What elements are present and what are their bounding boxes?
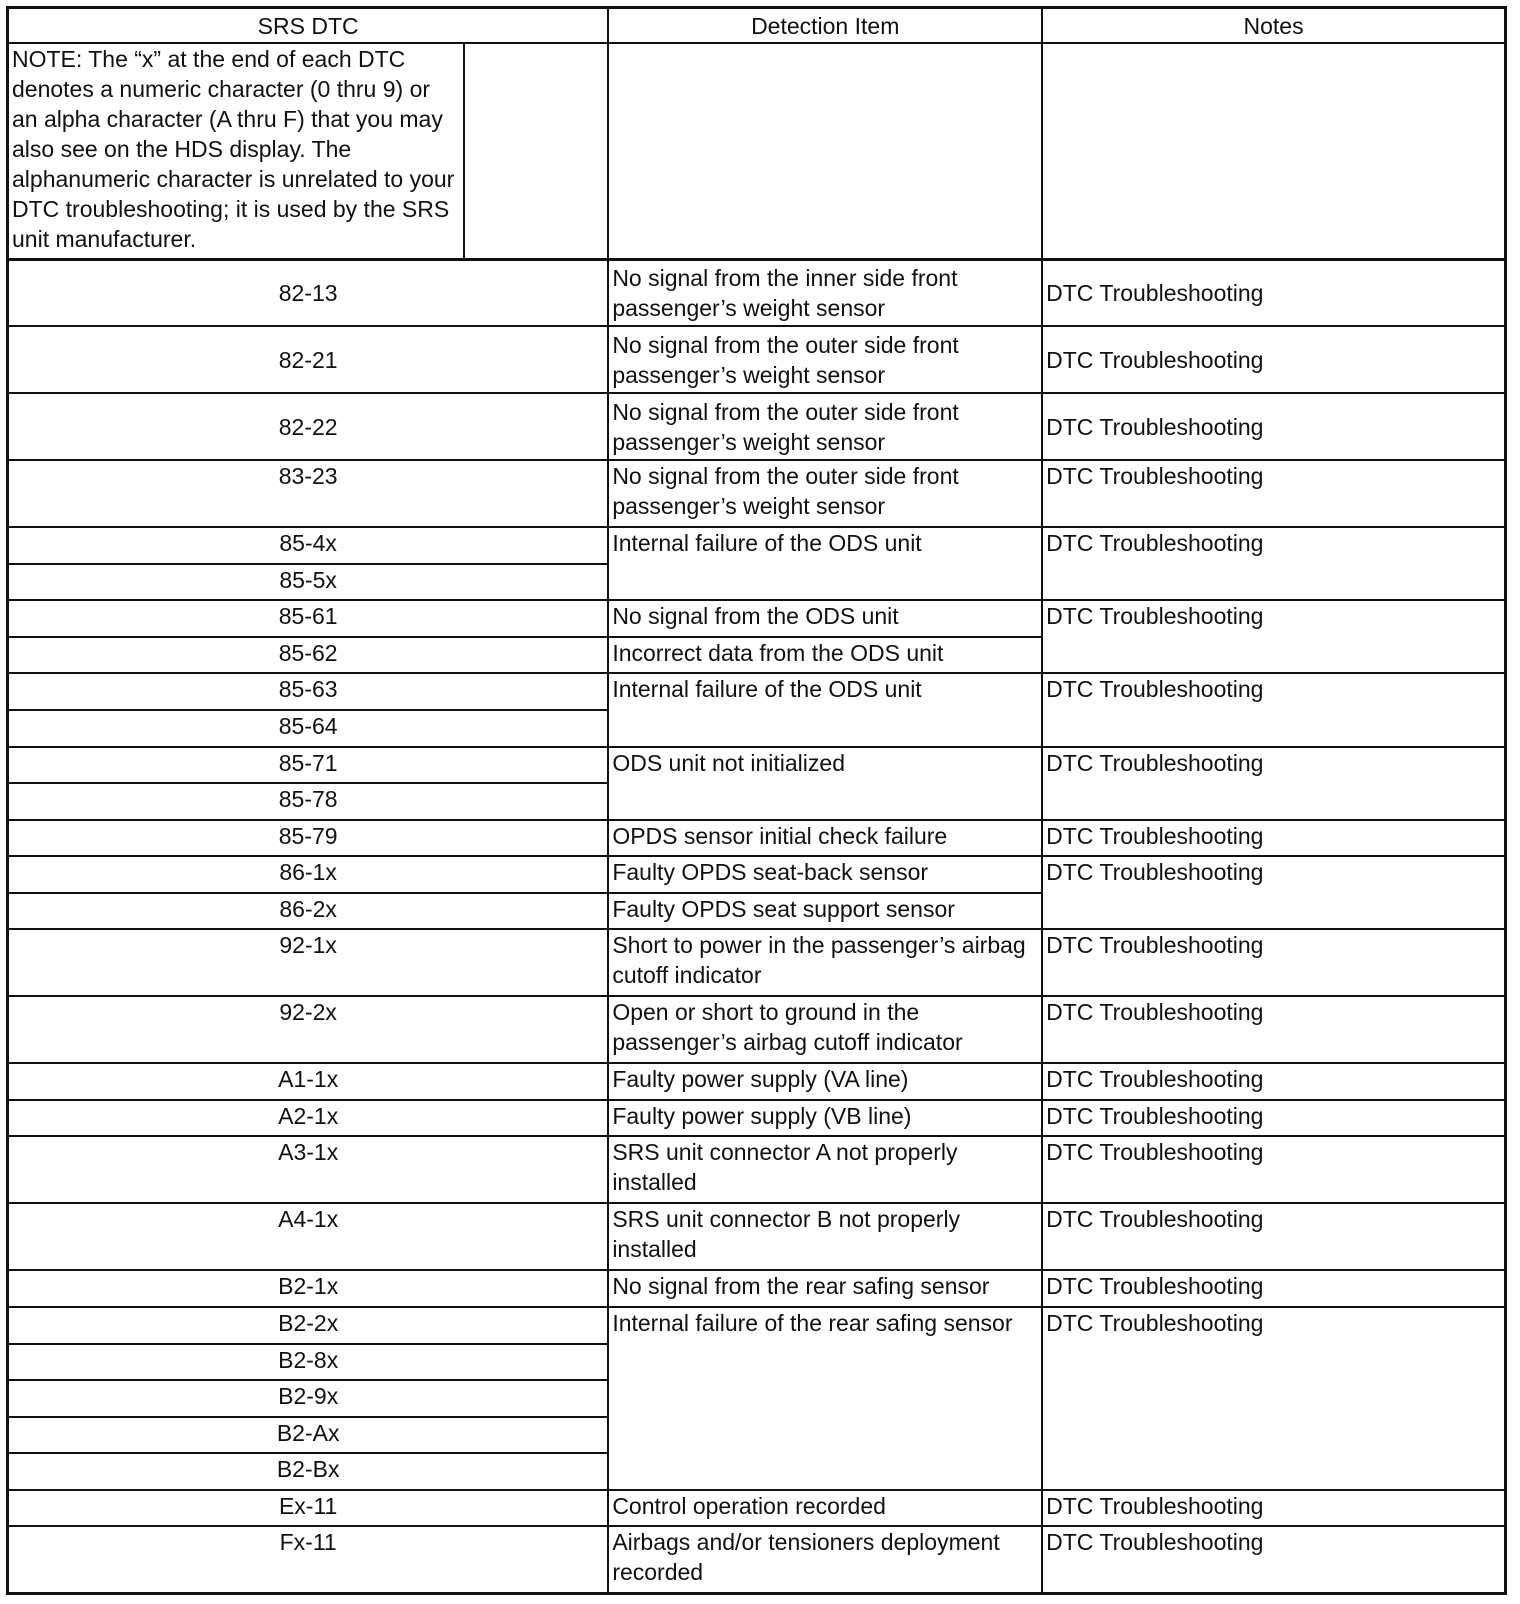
dtc-code: 85-5x (8, 564, 609, 601)
detection-item: Incorrect data from the ODS unit (608, 637, 1042, 674)
table-row (8, 747, 1506, 784)
detection-item: Faulty OPDS seat-back sensor (608, 856, 1042, 893)
dtc-code: Ex-11 (8, 1490, 609, 1527)
dtc-code: B2-2x (8, 1307, 609, 1344)
detection-item: No signal from the outer side front passenger’s weight sensor (608, 393, 1042, 460)
dtc-code: 92-2x (8, 996, 609, 1063)
dtc-code: B2-1x (8, 1270, 609, 1307)
note-row (8, 43, 1506, 259)
empty-cell (608, 43, 1042, 259)
dtc-code: A2-1x (8, 1100, 609, 1137)
notes-link[interactable]: DTC Troubleshooting (1042, 393, 1505, 460)
detection-item: Open or short to ground in the passenger’s airbag cutoff indicator (608, 996, 1042, 1063)
detection-item: No signal from the outer side front passenger’s weight sensor (608, 326, 1042, 393)
detection-item: Internal failure of the rear safing sensor (608, 1307, 1042, 1490)
table-row (8, 460, 1506, 527)
table-row (8, 1270, 1506, 1307)
header-srs-dtc: SRS DTC (8, 8, 609, 44)
notes-link[interactable]: DTC Troubleshooting (1042, 259, 1505, 326)
table-row (8, 1307, 1506, 1344)
table-row (8, 856, 1506, 893)
notes-link[interactable]: DTC Troubleshooting (1042, 1526, 1505, 1593)
header-row (8, 8, 1506, 44)
table-row (8, 1490, 1506, 1527)
table-row (8, 820, 1506, 857)
detection-item: SRS unit connector A not properly installed (608, 1136, 1042, 1203)
dtc-code: 86-2x (8, 893, 609, 930)
detection-item: Airbags and/or tensioners deployment recorded (608, 1526, 1042, 1593)
dtc-code: Fx-11 (8, 1526, 609, 1593)
table-row (8, 326, 1506, 393)
dtc-code: 85-61 (8, 600, 609, 637)
detection-item: Faulty power supply (VA line) (608, 1063, 1042, 1100)
dtc-code: 83-23 (8, 460, 609, 527)
table-row (8, 996, 1506, 1063)
detection-item: Internal failure of the ODS unit (608, 673, 1042, 746)
table-row (8, 1100, 1506, 1137)
dtc-code: 85-4x (8, 527, 609, 564)
notes-link[interactable]: DTC Troubleshooting (1042, 673, 1505, 746)
table-row (8, 1136, 1506, 1203)
header-detection-item: Detection Item (608, 8, 1042, 44)
note-text: NOTE: The “x” at the end of each DTC denotes a numeric character (0 thru 9) or an alpha character (A thru F) that you may also see on the HDS display. The alphanumeric character is unrelated to your DTC troubleshooting; it is used by the SRS unit manufacturer. (8, 43, 464, 259)
empty-cell (1042, 43, 1505, 259)
notes-link[interactable]: DTC Troubleshooting (1042, 1100, 1505, 1137)
notes-link[interactable]: DTC Troubleshooting (1042, 1490, 1505, 1527)
notes-link[interactable]: DTC Troubleshooting (1042, 1270, 1505, 1307)
detection-item: Internal failure of the ODS unit (608, 527, 1042, 600)
header-notes: Notes (1042, 8, 1505, 44)
notes-link[interactable]: DTC Troubleshooting (1042, 326, 1505, 393)
notes-link[interactable]: DTC Troubleshooting (1042, 820, 1505, 857)
notes-link[interactable]: DTC Troubleshooting (1042, 1307, 1505, 1490)
notes-link[interactable]: DTC Troubleshooting (1042, 600, 1505, 673)
notes-link[interactable]: DTC Troubleshooting (1042, 747, 1505, 820)
dtc-code: 82-22 (8, 393, 609, 460)
dtc-code: 85-64 (8, 710, 609, 747)
dtc-code: A1-1x (8, 1063, 609, 1100)
dtc-code: 85-78 (8, 783, 609, 820)
dtc-code: 82-21 (8, 326, 609, 393)
detection-item: No signal from the inner side front passenger’s weight sensor (608, 259, 1042, 326)
table-row (8, 527, 1506, 564)
empty-cell (464, 43, 609, 259)
notes-link[interactable]: DTC Troubleshooting (1042, 856, 1505, 929)
notes-link[interactable]: DTC Troubleshooting (1042, 929, 1505, 996)
dtc-code: 85-79 (8, 820, 609, 857)
notes-link[interactable]: DTC Troubleshooting (1042, 1203, 1505, 1270)
table-row (8, 600, 1506, 637)
detection-item: Faulty power supply (VB line) (608, 1100, 1042, 1137)
table-row (8, 1203, 1506, 1270)
notes-link[interactable]: DTC Troubleshooting (1042, 1136, 1505, 1203)
dtc-code: B2-9x (8, 1380, 609, 1417)
dtc-code: 82-13 (8, 259, 609, 326)
detection-item: Faulty OPDS seat support sensor (608, 893, 1042, 930)
notes-link[interactable]: DTC Troubleshooting (1042, 1063, 1505, 1100)
dtc-table (6, 6, 1507, 1595)
dtc-code: 85-63 (8, 673, 609, 710)
dtc-code: 92-1x (8, 929, 609, 996)
detection-item: SRS unit connector B not properly installed (608, 1203, 1042, 1270)
detection-item: OPDS sensor initial check failure (608, 820, 1042, 857)
notes-link[interactable]: DTC Troubleshooting (1042, 996, 1505, 1063)
detection-item: Short to power in the passenger’s airbag cutoff indicator (608, 929, 1042, 996)
dtc-code: 85-62 (8, 637, 609, 674)
table-row (8, 259, 1506, 326)
dtc-code: 85-71 (8, 747, 609, 784)
detection-item: No signal from the rear safing sensor (608, 1270, 1042, 1307)
detection-item: ODS unit not initialized (608, 747, 1042, 820)
dtc-code: A4-1x (8, 1203, 609, 1270)
table-row (8, 393, 1506, 460)
detection-item: Control operation recorded (608, 1490, 1042, 1527)
dtc-code: A3-1x (8, 1136, 609, 1203)
dtc-code: 86-1x (8, 856, 609, 893)
table-row (8, 929, 1506, 996)
table-row (8, 673, 1506, 710)
notes-link[interactable]: DTC Troubleshooting (1042, 460, 1505, 527)
dtc-code: B2-Ax (8, 1417, 609, 1454)
dtc-code: B2-Bx (8, 1453, 609, 1490)
detection-item: No signal from the ODS unit (608, 600, 1042, 637)
notes-link[interactable]: DTC Troubleshooting (1042, 527, 1505, 600)
dtc-code: B2-8x (8, 1344, 609, 1381)
table-row (8, 1063, 1506, 1100)
table-row (8, 1526, 1506, 1593)
detection-item: No signal from the outer side front passenger’s weight sensor (608, 460, 1042, 527)
